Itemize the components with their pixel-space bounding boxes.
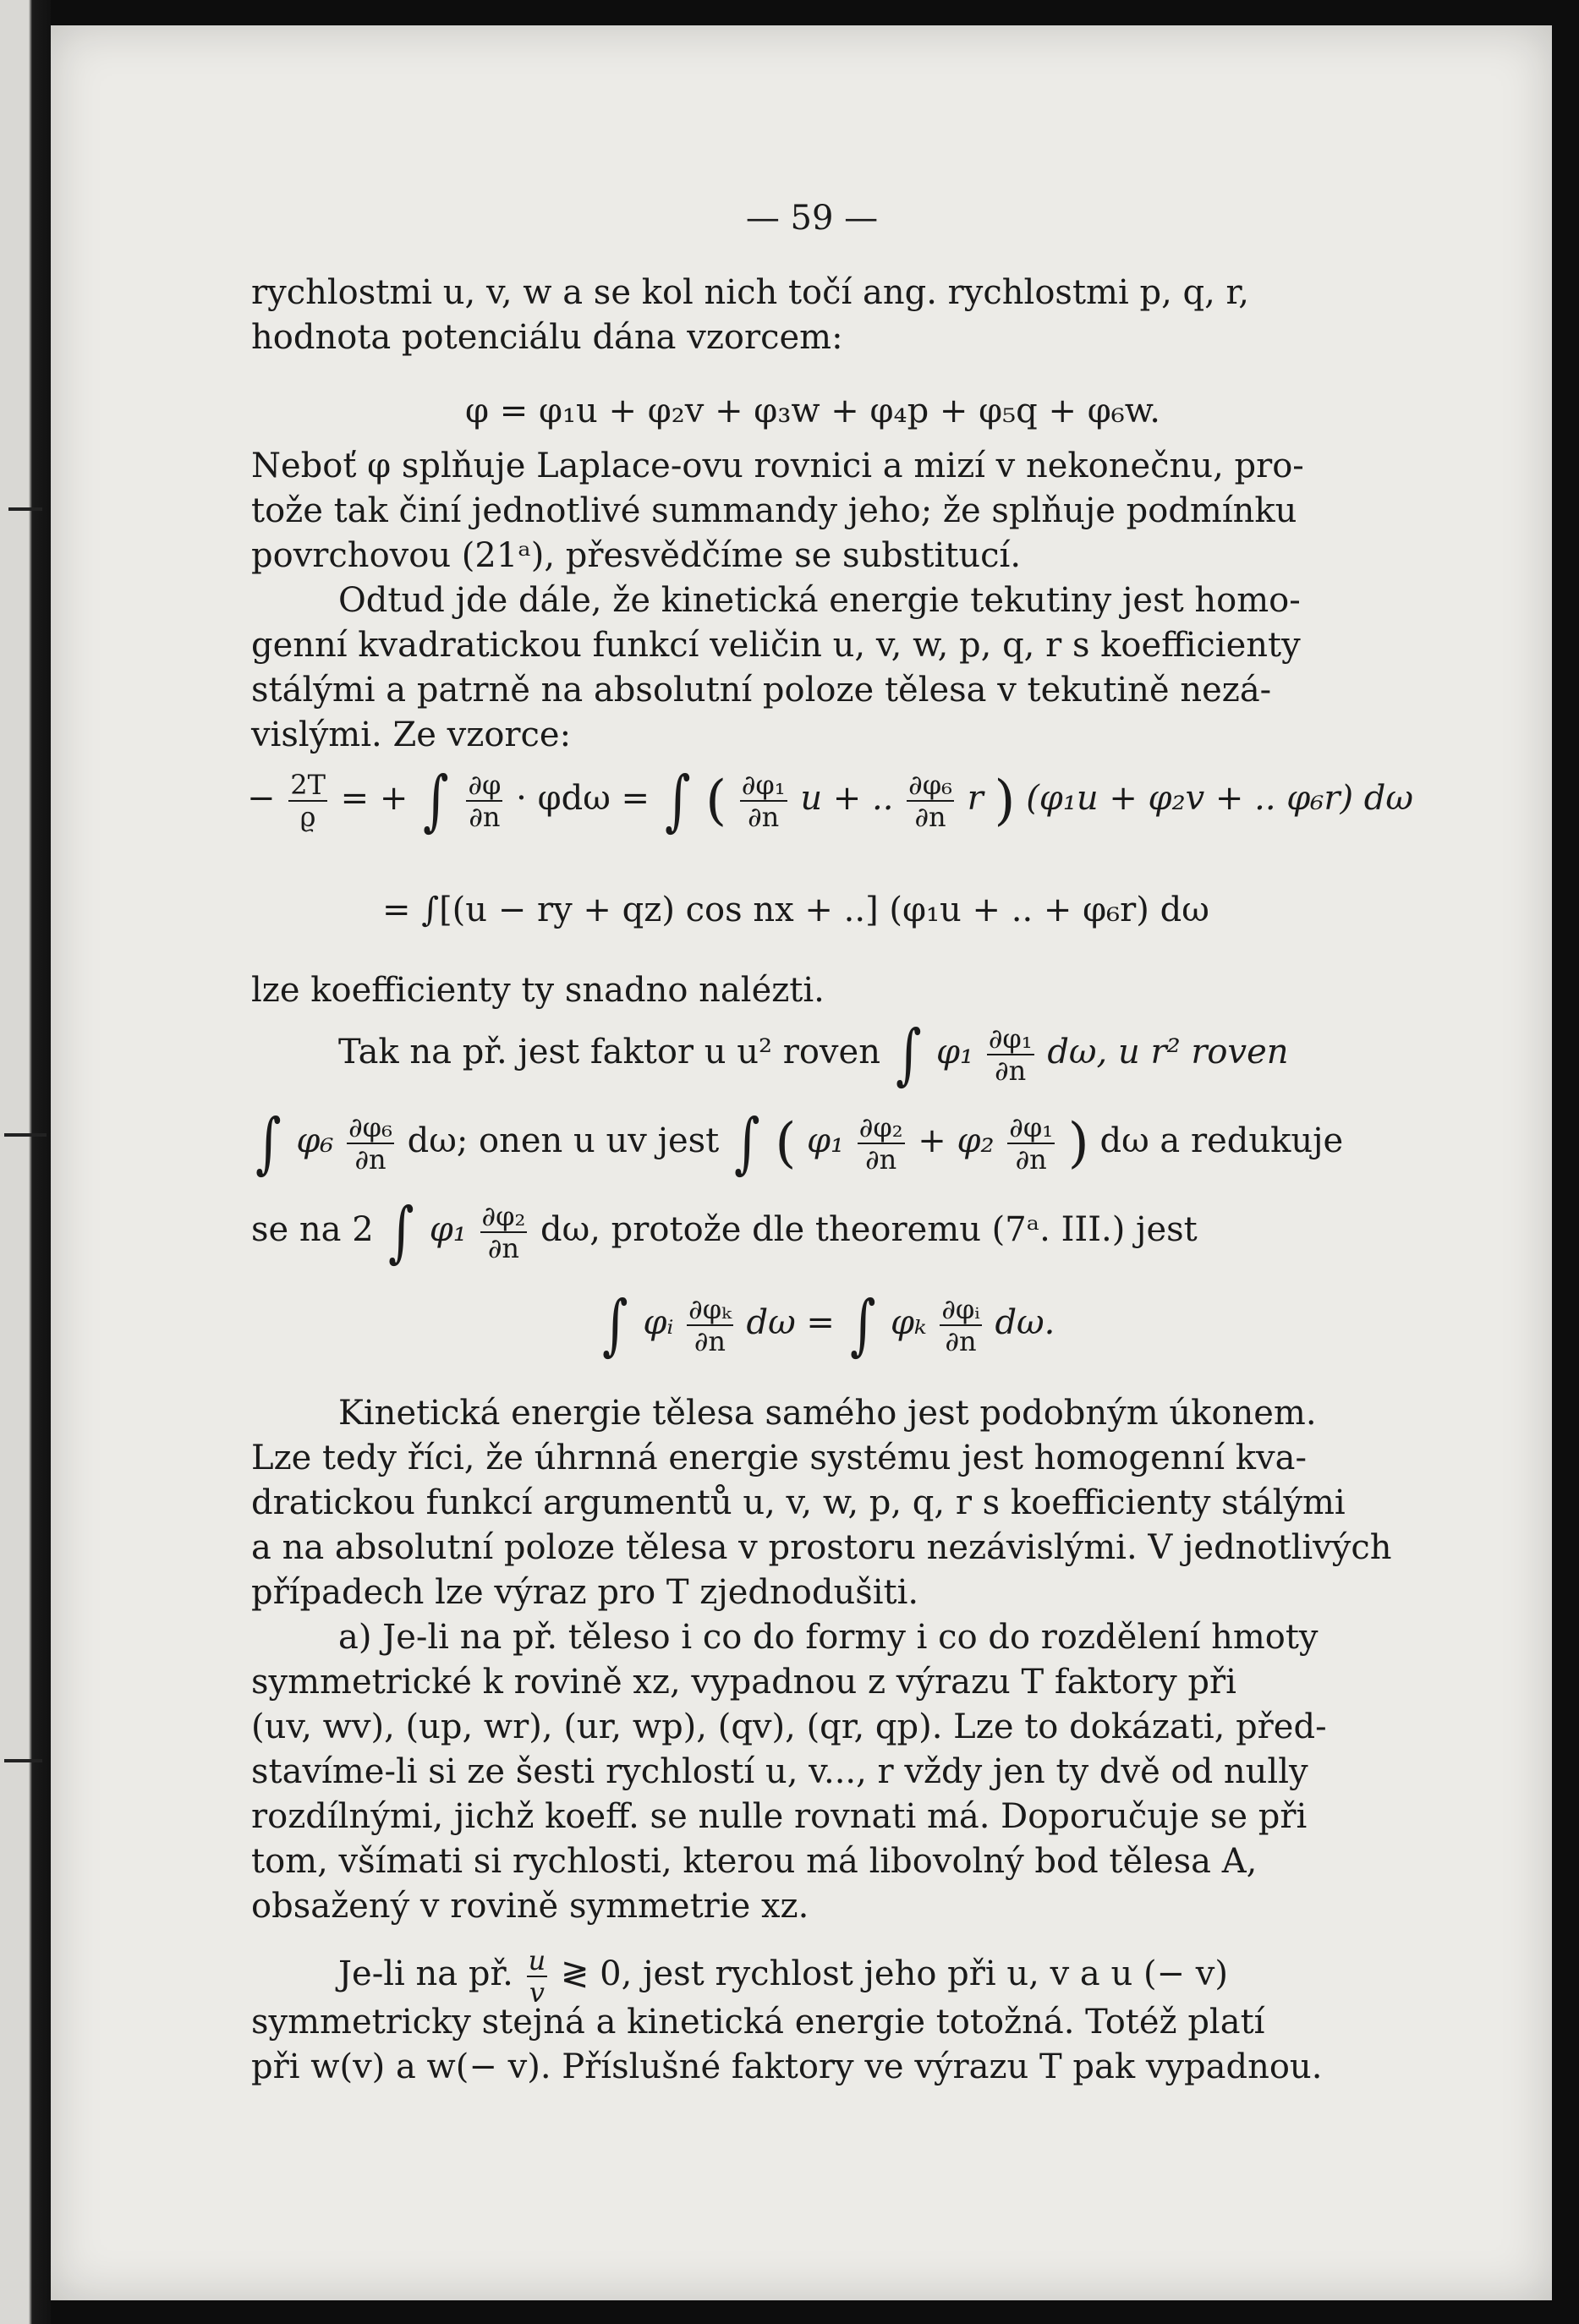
equation-theorem: ∫ φᵢ $\frac{\text{∂φₖ}}{\partial n}$ dω = ∫ φₖ $\frac{\text{∂φᵢ}}{\partial n}$ dω. xyxy=(602,1287,1055,1363)
margin-mark xyxy=(8,507,42,511)
integral-sign: ∫ xyxy=(849,1287,876,1363)
text-line: Lze tedy říci, že úhrnná energie systému jest homogenní kva- xyxy=(251,1439,1307,1477)
text-line: symmetricky stejná a kinetická energie totožná. Totéž platí xyxy=(251,2003,1265,2042)
book-gutter xyxy=(0,0,51,2324)
integral-sign: ∫ xyxy=(423,763,449,839)
text-line: (uv, wv), (up, wr), (ur, wp), (qv), (qr, qp). Lze to dokázati, před- xyxy=(251,1707,1327,1746)
fraction: $\frac{\text{∂φ₁}}{\partial n}$ xyxy=(1009,1111,1054,1176)
integral-sign: ∫ xyxy=(734,1105,760,1181)
text-line: povrchovou (21ᵃ), přesvědčíme se substitucí. xyxy=(251,536,1022,575)
text-line: případech lze výraz pro T zjednodušiti. xyxy=(251,1573,919,1612)
equation-potential: φ = φ₁u + φ₂v + φ₃w + φ₄p + φ₅q + φ₆w. xyxy=(465,392,1160,430)
text-line: stálými a patrně na absolutní poloze tělesa v tekutině nezá- xyxy=(251,671,1272,710)
integral-sign: ∫ xyxy=(664,763,691,839)
integral-sign: ∫ xyxy=(895,1017,922,1093)
text-line: symmetrické k rovině xz, vypadnou z výrazu T faktory při xyxy=(251,1663,1236,1702)
text-line-with-formula: ∫ φ₆ $\frac{\text{∂φ₆}}{\partial n}$ dω; onen u uv jest ∫ ( φ₁ $\frac{\text{∂φ₂}}{\partial n}$ + φ₂ $\frac{\text{∂φ₁}}{\partial n}$ ) dω a redukuje xyxy=(255,1105,1344,1181)
page-number: — 59 — xyxy=(745,199,879,238)
fraction: $\frac{2T}{ϱ}$ xyxy=(290,769,326,833)
text-line: Neboť φ splňuje Laplace-ovu rovnici a mizí v nekonečnu, pro- xyxy=(251,447,1304,485)
text-line: tože tak činí jednotlivé summandy jeho; že splňuje podmínku xyxy=(251,491,1297,530)
text-line: genní kvadratickou funkcí veličin u, v, w, p, q, r s koefficienty xyxy=(251,626,1301,665)
text-line: tom, všímati si rychlosti, kterou má libovolný bod tělesa A, xyxy=(251,1842,1258,1881)
text-line: vislými. Ze vzorce: xyxy=(251,715,572,754)
text-line: lze koefficienty ty snadno nalézti. xyxy=(251,971,825,1010)
fraction: $\frac{\text{∂φᵢ}}{\partial n}$ xyxy=(941,1293,980,1357)
text-line: hodnota potenciálu dána vzorcem: xyxy=(251,318,843,357)
fraction: $\frac{\partial\varphi}{\partial n}$ xyxy=(468,769,502,833)
text-line: rozdílnými, jichž koeff. se nulle rovnati má. Doporučuje se při xyxy=(251,1797,1308,1836)
text-line: rychlostmi u, v, w a se kol nich točí ang. rychlostmi p, q, r, xyxy=(251,273,1249,312)
text-line-with-formula: se na 2 ∫ φ₁ $\frac{\text{∂φ₂}}{\partial n}$ dω, protože dle theoremu (7ᵃ. III.) jest xyxy=(251,1194,1198,1270)
text-line: Odtud jde dále, že kinetická energie tekutiny jest homo- xyxy=(338,581,1301,620)
integral-sign: ∫ xyxy=(255,1105,282,1181)
text-line: při w(v) a w(− v). Příslušné faktory ve výrazu T pak vypadnou. xyxy=(251,2047,1323,2086)
integral-sign: ∫ xyxy=(388,1194,414,1270)
fraction: $\frac{\text{∂φ₁}}{\partial n}$ xyxy=(988,1022,1033,1087)
equation-energy-continued: = ∫[(u − ry + qz) cos nx + ..] (φ₁u + .. + φ₆r) dω xyxy=(382,891,1209,929)
text-line: a) Je-li na př. těleso i co do formy i co do rozdělení hmoty xyxy=(338,1618,1319,1657)
text-line: a na absolutní poloze tělesa v prostoru nezávislými. V jednotlivých xyxy=(251,1528,1392,1567)
margin-mark xyxy=(4,1133,47,1137)
margin-mark xyxy=(4,1759,42,1762)
fraction: $\frac{\text{∂φ₆}}{\partial n}$ xyxy=(348,1111,392,1176)
text-line: Kinetická energie tělesa samého jest podobným úkonem. xyxy=(338,1394,1317,1433)
text-line: obsažený v rovině symmetrie xz. xyxy=(251,1887,809,1926)
text-line-with-formula: Je-li na př. $\frac{u}{v}$ ≷ 0, jest rychlost jeho při u, v a u (− v) xyxy=(338,1944,1228,2009)
fraction: $\frac{\text{∂φ₂}}{\partial n}$ xyxy=(481,1200,526,1264)
fraction: $\frac{\text{∂φₖ}}{\partial n}$ xyxy=(688,1293,732,1357)
equation-energy: − $\frac{2T}{ϱ}$ = + ∫ $\frac{\partial\varphi}{\partial n}$ · φdω = ∫ ( $\frac{\text{∂φ₁}}{\partial n}$ u + .. $\frac{\text{∂φ₆}}{\partial n}$ r ) (φ₁u + φ₂v + .. φ₆r) dω xyxy=(247,763,1413,839)
book-page xyxy=(51,25,1552,2300)
fraction: $\frac{u}{v}$ xyxy=(528,1944,546,2009)
text-line: dratickou funkcí argumentů u, v, w, p, q, r s koefficienty stálými xyxy=(251,1483,1346,1522)
fraction: $\frac{\text{∂φ₂}}{\partial n}$ xyxy=(858,1111,903,1176)
text-line-with-formula: Tak na př. jest faktor u u² roven ∫ φ₁ $\frac{\text{∂φ₁}}{\partial n}$ dω, u r² roven xyxy=(338,1017,1289,1093)
integral-sign: ∫ xyxy=(602,1287,628,1363)
fraction: $\frac{\text{∂φ₆}}{\partial n}$ xyxy=(908,769,952,833)
text-line: stavíme-li si ze šesti rychlostí u, v..., r vždy jen ty dvě od nully xyxy=(251,1752,1308,1791)
fraction: $\frac{\text{∂φ₁}}{\partial n}$ xyxy=(741,769,786,833)
